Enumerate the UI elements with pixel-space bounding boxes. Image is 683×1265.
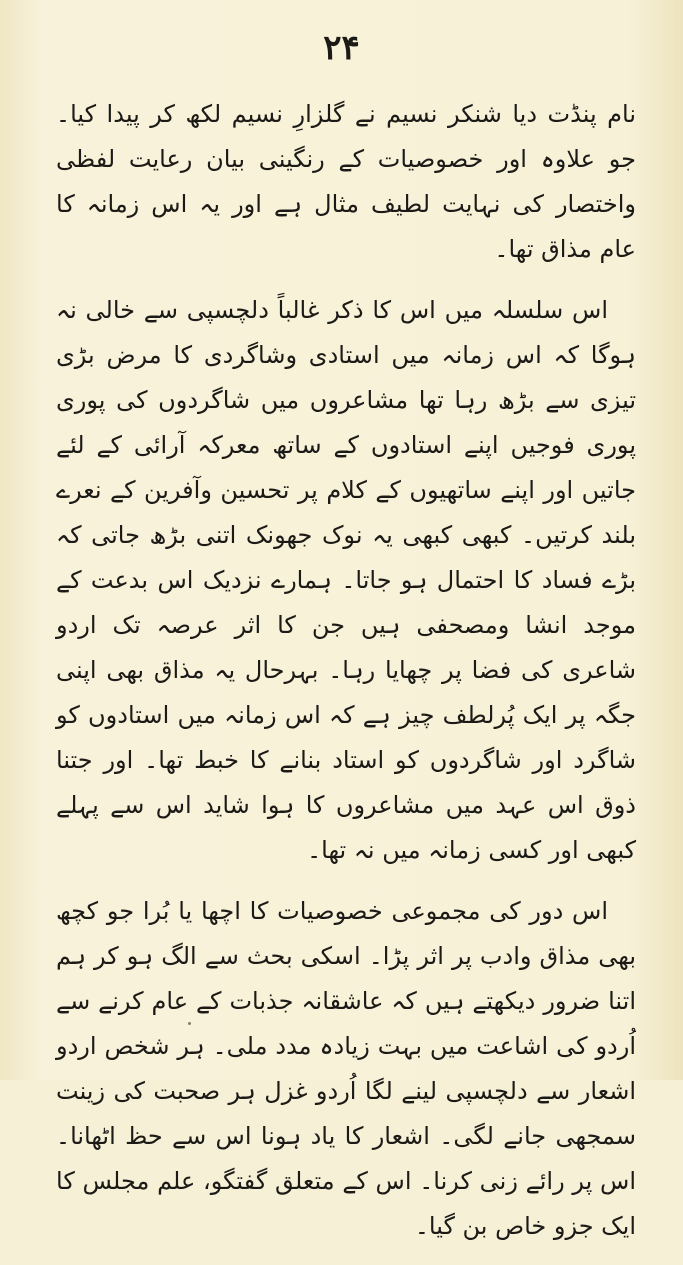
- body-text: [56, 92, 636, 1265]
- page-number: ۲۴: [323, 28, 360, 68]
- paragraph-1: نام پنڈت دیا شنکر نسیم نے گلزارِ نسیم لکھ کر پیدا کیا۔ جو علاوہ اور خصوصیات کے رنگینی بیان رعایت لفظی واختصار کی نہایت لطیف مثال ہے اور یہ اس زمانہ کا عام مذاق تھا۔: [56, 100, 636, 263]
- paragraph-2: اس سلسلہ میں اس کا ذکر غالباً دلچسپی سے خالی نہ ہوگا کہ اس زمانہ میں استادی وشاگردی کا مرض بڑی تیزی سے بڑھ رہا تھا مشاعروں میں شاگردوں کی پوری پوری فوجیں اپنے استادوں کے ساتھ معرکہ آرائی کے لئے جاتیں اور اپنے ساتھیوں کے کلام پر تحسین وآفرین کے نعرے بلند کرتیں۔ کبھی کبھی یہ نوک جھونک اتنی بڑھ جاتی کہ بڑے فساد کا احتمال ہو جاتا۔ ہمارے نزدیک اس بدعت کے موجد انشا ومصحفی ہیں جن کا اثر عرصہ تک اردو شاعری کی فضا پر چھایا رہا۔ بہرحال یہ مذاق بھی اپنی جگہ پر ایک پُرلطف چیز ہے کہ اس زمانہ میں استادوں کو شاگرد اور شاگردوں کو استاد بنانے کا خبط تھا۔ اور جتنا ذوق اس عہد میں مشاعروں کا ہوا شاید اس سے پہلے کبھی اور کسی زمانہ میں نہ تھا۔: [56, 296, 636, 864]
- paragraph-3: اس دور کی مجموعی خصوصیات کا اچھا یا بُرا جو کچھ بھی مذاق وادب پر اثر پڑا۔ اسکی بحث سے الگ ہو کر ہم اتنا ضرور دیکھتے ہیں کہ عاشقانہ جذبات کے عام کرنے سے اُردو کی اشاعت میں بہت زیادہ مدد ملی۔ ہر شخص اردو اشعار سے دلچسپی لینے لگا اُردو غزل ہر صحبت کی زینت سمجھی جانے لگی۔ اشعار کا یاد ہونا اس سے حظ اٹھانا۔ اس پر رائے زنی کرنا۔ اس کے متعلق گفتگو، علم مجلس کا ایک جزو خاص بن گیا۔: [56, 897, 636, 1240]
- paper-speck: [188, 1022, 191, 1025]
